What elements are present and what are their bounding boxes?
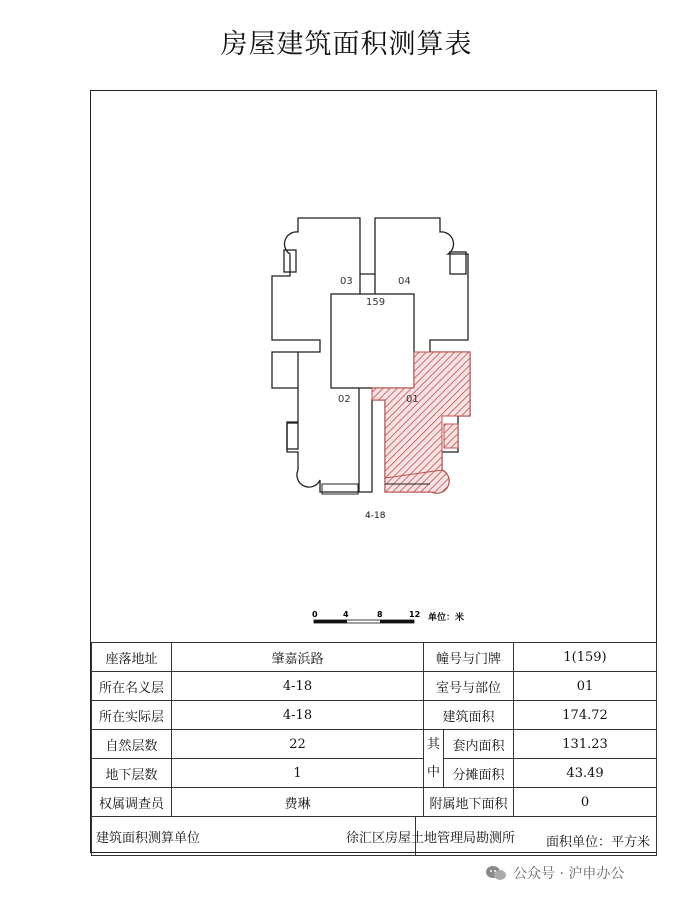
of-which-char-2: 中	[427, 764, 441, 780]
underground-label: 地下层数	[92, 759, 172, 788]
building-area-value: 174.72	[514, 701, 657, 730]
survey-unit-label: 建筑面积测算单位	[96, 830, 201, 846]
basement-area-label: 附属地下面积	[424, 788, 514, 817]
survey-unit-value: 徐汇区房屋土地管理局勘测所	[346, 831, 516, 846]
of-which-label	[424, 730, 444, 788]
scale-tick-12: 12	[409, 610, 421, 619]
nominal-floor-value: 4-18	[172, 672, 424, 701]
of-which-char-1: 其	[427, 736, 441, 752]
area-info-table	[91, 642, 657, 856]
inner-area-value: 131.23	[514, 730, 657, 759]
underground-value: 1	[172, 759, 424, 788]
table-row	[92, 759, 657, 788]
watermark	[485, 863, 624, 883]
inner-area-label: 套内面积	[444, 730, 514, 759]
scale-tick-4: 4	[343, 610, 349, 619]
page-title: 房屋建筑面积测算表	[220, 29, 473, 60]
survey-unit-value-cell	[346, 817, 657, 856]
scale-tick-0: 0	[312, 610, 318, 619]
table-row	[92, 672, 657, 701]
surveyor-value: 费琳	[172, 788, 424, 817]
scale-tick-8: 8	[377, 610, 383, 619]
room-label-02: 02	[338, 394, 351, 405]
table-row	[92, 817, 657, 856]
building-no-value: 1(159)	[514, 643, 657, 672]
watermark-text: 公众号 · 沪申办公	[513, 866, 625, 882]
room-label-03: 03	[340, 276, 353, 287]
building-area-label: 建筑面积	[424, 701, 514, 730]
table-row	[92, 730, 657, 759]
scale-unit-label: 单位：米	[428, 613, 465, 623]
table-row	[92, 788, 657, 817]
address-value: 肇嘉浜路	[172, 643, 424, 672]
shared-area-value: 43.49	[514, 759, 657, 788]
scale-bar	[310, 608, 430, 630]
actual-floor-label: 所在实际层	[92, 701, 172, 730]
building-no-label: 幢号与门牌	[424, 643, 514, 672]
unit-01-highlight	[372, 352, 470, 478]
shared-area-label: 分摊面积	[444, 759, 514, 788]
room-label-01: 01	[406, 394, 419, 405]
address-label: 座落地址	[92, 643, 172, 672]
wechat-icon	[485, 865, 507, 881]
table-row	[92, 643, 657, 672]
room-no-value: 01	[514, 672, 657, 701]
room-label-159: 159	[366, 297, 386, 308]
room-label-04: 04	[398, 276, 411, 287]
natural-floors-value: 22	[172, 730, 424, 759]
surveyor-label: 权属调查员	[92, 788, 172, 817]
room-no-label: 室号与部位	[424, 672, 514, 701]
area-unit-note: 面积单位：平方米	[546, 835, 651, 850]
table-row	[92, 701, 657, 730]
actual-floor-value: 4-18	[172, 701, 424, 730]
floor-range-label: 4-18	[365, 511, 386, 521]
natural-floors-label: 自然层数	[92, 730, 172, 759]
nominal-floor-label: 所在名义层	[92, 672, 172, 701]
basement-area-value: 0	[514, 788, 657, 817]
